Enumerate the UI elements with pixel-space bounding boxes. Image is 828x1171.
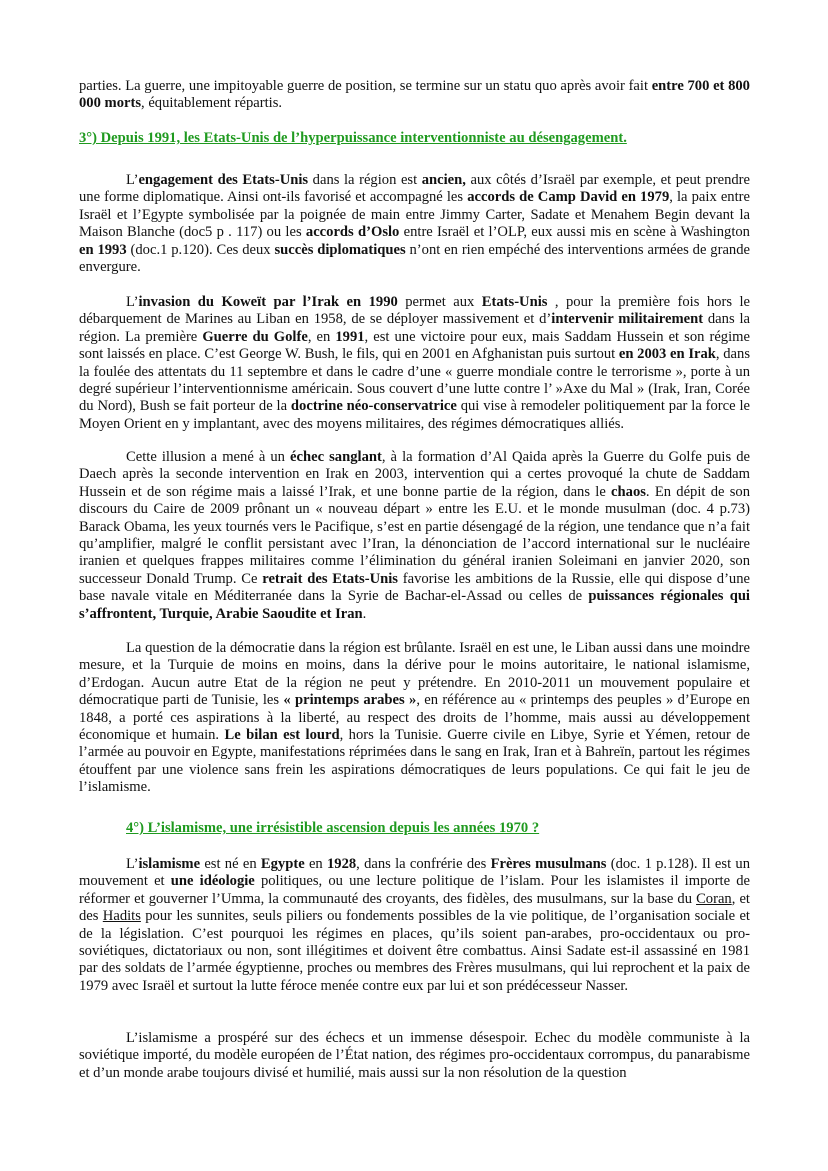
text-run: L’islamisme a prospéré sur des échecs et un immense désespoir. Echec du modèle communiste à la soviétique importé, du modèle européen de l’État nation, des régimes pro-occidentaux corrompus, du panarabisme et d’un monde arabe toujours divisé et humilié, mais aussi sur la non résolution de la question (79, 1030, 750, 1081)
paragraph-islamism-despair (79, 1030, 750, 1082)
bold-run: engagement des Etats-Unis (138, 172, 309, 188)
bold-run: Guerre du Golfe (202, 328, 308, 345)
text-run: n’ont en rien empéché des interventions armées de grande envergure. (79, 241, 750, 276)
bold-run: retrait des Etats-Unis (262, 570, 398, 587)
bold-run: Frères musulmans (490, 856, 607, 872)
text-run: L’ (126, 856, 139, 872)
text-run: entre Israël et l’OLP, eux aussi mis en scène à Washington (399, 224, 750, 241)
text-run: permet aux (397, 294, 482, 310)
paragraph-democracy (79, 640, 750, 797)
text-run: qui vise à remodeler politiquement par la force le Moyen Orient en y implantant, avec des moyens militaires, des régimes démocratiques alliés. (79, 398, 750, 432)
bold-run: Le bilan est lourd (224, 727, 340, 744)
section-heading-4: 4°) L’islamisme, une irrésistible ascension depuis les années 1970 ? (126, 820, 540, 836)
text-run: dans la région est (308, 172, 422, 188)
bold-run: en 1993 (79, 241, 127, 258)
text-run: en (304, 856, 327, 872)
text-run: , dans la confrérie des (356, 856, 491, 872)
underlined-run: Coran (696, 890, 732, 907)
bold-run: accords de Camp David en 1979 (467, 189, 670, 206)
text-run: , la paix entre Israël et l’Egypte symbolisée par la poignée de main entre Jimmy Carter, Sadate et Menahem Begin devant la Maison Blanche (doc5 p . 117) ou les (79, 189, 750, 241)
text-run: politiques, ou une lecture politique de l’islam. Pour les islamistes il importe de réformer et gouverner l’Umma, la communauté des croyants, des fidèles, des musulmans, sur la base du (79, 873, 751, 907)
text-run: , pour la première fois hors le débarquement de Marines au Liban en 1958, de se déployer massivement et d’ (79, 294, 750, 328)
bold-run: islamisme (138, 856, 201, 872)
paragraph-intro (79, 78, 750, 113)
bold-run: 1928 (326, 856, 357, 872)
text-run: , à la formation d’Al Qaida après la Guerre du Golfe puis de Daech après la seconde intervention en Irak en 2003, intervention qui a certes provoqué la chute de Saddam Hussein et de son régime mais a laissé l’Irak, et une bonne partie de la région, dans le (79, 449, 750, 500)
paragraph-bloody-failure (79, 449, 750, 623)
paragraph-islamism-origins (79, 856, 750, 995)
text-run: , en (307, 328, 336, 345)
text-run: . (362, 605, 367, 622)
text-run: , hors la Tunisie. Guerre civile en Libye, Syrie et Yémen, retour de l’armée au pouvoir en Egypte, manifestations réprimées dans le sang en Irak, Iran et à Bahreïn, partout les régimes étouffent par une violence sans frein les aspirations démocratiques de leurs populations. Ce qui fait le jeu de l’islamisme. (79, 727, 750, 796)
bold-run: « printemps arabes » (283, 692, 417, 709)
bold-run: entre 700 et 800 000 morts (79, 78, 750, 112)
paragraph-kuwait-invasion (79, 294, 750, 433)
bold-run: succès diplomatiques (274, 241, 406, 258)
bold-run: 1991 (335, 328, 365, 345)
bold-run: doctrine néo-conservatrice (290, 398, 457, 415)
text-run: (doc. 1 p.128). Il est un mouvement et (79, 856, 750, 890)
underlined-run: Hadits (102, 908, 141, 925)
text-run: aux côtés d’Israël par exemple, et peut prendre une forme diplomatique. Ainsi ont-ils favorisé et accompagné les (79, 172, 750, 206)
text-run: pour les sunnites, seuls piliers ou fondements possibles de la vie politique, de l’organisation sociale et de la législation. C’est pourquoi les régimes en places, qu’ils soient pan-arabes, pro-occidentaux ou pro-soviétiques, dictatoriaux ou non, sont illégitimes et doivent être combattus. Ainsi Sadate est-il assassiné en 1981 par des soldats de l’armée égyptienne, proches ou membres des Frères musulmans, qui lui reprochent et la paix de 1979 avec Israël et surtout la lutte féroce menée contre eux par lui et son prédécesseur Nasser. (79, 908, 750, 994)
bold-run: Etats-Unis (481, 294, 548, 310)
text-run: Cette illusion a mené à un (126, 449, 291, 465)
text-run: parties. La guerre, une impitoyable guerre de position, se termine sur un statu quo après avoir fait (79, 78, 652, 94)
text-run: favorise les ambitions de la Russie, elle qui dispose d’une base navale vitale en Méditerranée dans la Syrie de Bachar-el-Assad ou celles de (79, 570, 750, 605)
text-run: La question de la démocratie dans la région est brûlante. Israël en est une, le Liban aussi dans une moindre mesure, et la Turquie de moins en moins, dans la dérive pour le moins autoritaire, le national islamisme, d’Erdogan. Aucun autre Etat de la région ne peut y prétendre. En 2010-2011 un mouvement populaire et démocratique parti de Tunisie, les (79, 640, 750, 709)
paragraph-us-engagement (79, 172, 750, 276)
bold-run: invasion du Koweït par l’Irak en 1990 (138, 294, 398, 310)
text-run: , équitablement répartis. (141, 95, 283, 112)
text-run: dans la région. La première (79, 311, 750, 345)
text-run: L’ (126, 172, 139, 188)
bold-run: accords d’Oslo (305, 224, 400, 241)
text-run: . En dépit de son discours du Caire de 2009 prônant un « nouveau départ » entre les E.U. et le monde musulman (doc. 4 p.73) Barack Obama, les yeux tournés vers le Pacifique, s’est en partie désengagé de la région, une tendance que n’a fait qu’amplifier, malgré le conflit persistant avec l’Iran, la dénonciation de l’accord international sur le nucléaire iranien et quelques frappes militaires comme l’élimination du général iranien Soleimani en janvier 2020, son successeur Donald Trump. Ce (79, 483, 750, 587)
text-run: , dans la foulée des attentats du 11 septembre et dans le cadre d’une « guerre mondiale contre le terrorisme », porte à un degré supérieur l’interventionnisme américain. Sous couvert d’une lutte contre l’ »Axe du Mal » (Irak, Iran, Corée du Nord), Bush se fait porteur de la (79, 346, 750, 415)
bold-run: Egypte (260, 856, 305, 872)
text-run: est né en (200, 856, 261, 872)
bold-run: chaos (611, 483, 646, 500)
text-run: (doc.1 p.120). Ces deux (126, 241, 275, 258)
text-run: , est une victoire pour eux, mais Saddam Hussein et son régime sont laissés en place. C’est George W. Bush, le fils, qui en 2001 en Afghanistan puis surtout (79, 328, 750, 363)
text-run: , et des (79, 890, 750, 925)
section-heading-3: 3°) Depuis 1991, les Etats-Unis de l’hyperpuissance interventionniste au désengagement. (79, 130, 627, 146)
bold-run: intervenir militairement (551, 311, 704, 328)
bold-run: puissances régionales qui s’affrontent, Turquie, Arabie Saoudite et Iran (79, 588, 750, 622)
text-run: L’ (126, 294, 139, 310)
text-run: , en référence au « printemps des peuples » d’Europe en 1848, a porté ces aspirations à la liberté, au respect des droits de l’homme, mais aussi au développement économique et humain. (79, 692, 750, 744)
bold-run: une idéologie (170, 873, 255, 890)
bold-run: en 2003 en Irak (618, 346, 716, 363)
bold-run: ancien, (421, 172, 466, 188)
bold-run: échec sanglant (290, 449, 382, 465)
